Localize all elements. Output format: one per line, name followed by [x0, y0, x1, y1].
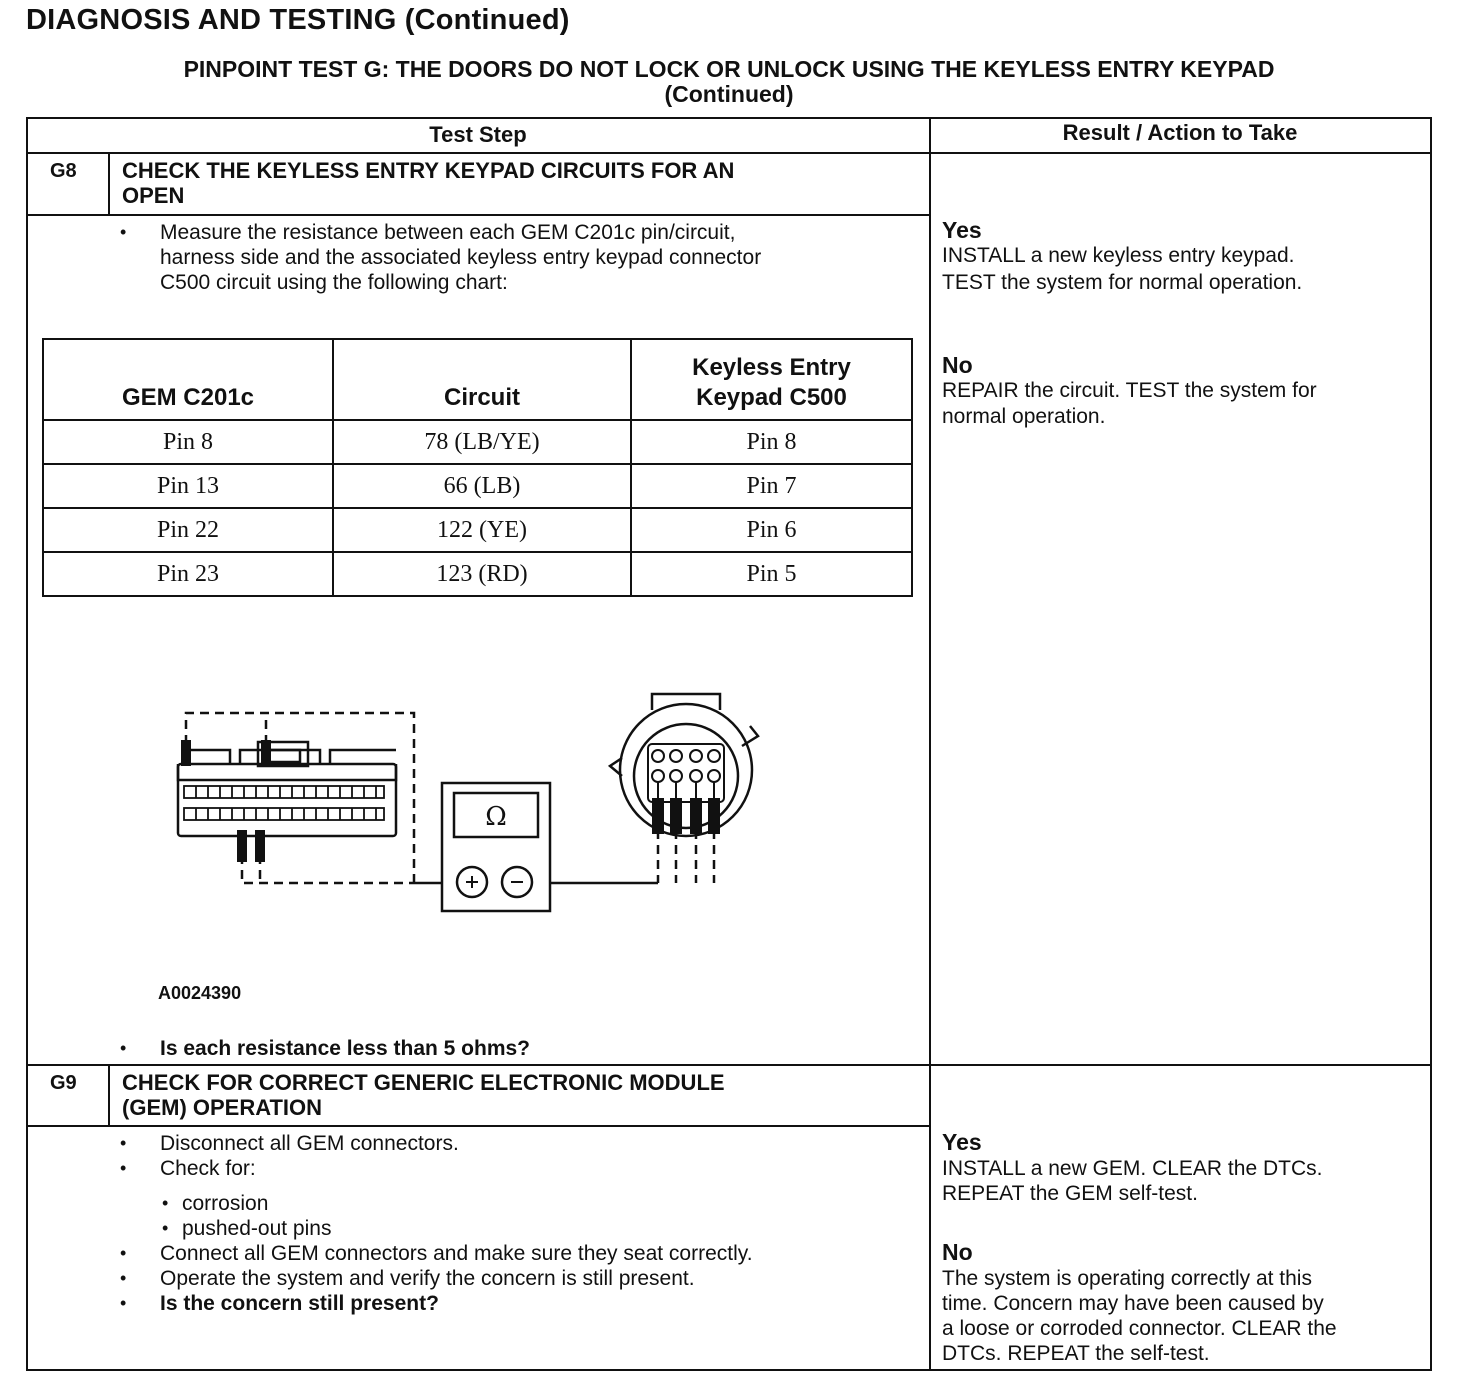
g8-title-line1: CHECK THE KEYLESS ENTRY KEYPAD CIRCUITS FOR AN	[122, 158, 735, 183]
bullet: •	[120, 1158, 127, 1178]
g9-title-line1: CHECK FOR CORRECT GENERIC ELECTRONIC MODULE	[122, 1070, 725, 1095]
bullet: •	[120, 1268, 127, 1288]
pinpoint-test-title-continued: (Continued)	[664, 81, 794, 107]
g9-sub2: pushed-out pins	[182, 1217, 332, 1240]
g9-title-line2: (GEM) OPERATION	[122, 1095, 323, 1120]
g8-no-line2: normal operation.	[942, 405, 1106, 428]
g8-step-id: G8	[50, 160, 77, 182]
section-title: DIAGNOSIS AND TESTING (Continued)	[26, 4, 570, 36]
table-row: Pin 13 66 (LB) Pin 7	[43, 464, 912, 508]
g9-title-divider	[28, 1125, 930, 1127]
g9-step3: Connect all GEM connectors and make sure they seat correctly.	[160, 1242, 753, 1265]
g9-no-line2: time. Concern may have been caused by	[942, 1292, 1324, 1315]
column-divider	[929, 119, 931, 1369]
bullet: •	[120, 1133, 127, 1153]
pin-chart-header-gem: GEM C201c	[43, 339, 333, 420]
bullet: •	[120, 1243, 127, 1263]
g9-no-line1: The system is operating correctly at this	[942, 1267, 1312, 1290]
g8-yes-line1: INSTALL a new keyless entry keypad.	[942, 244, 1295, 267]
g9-yes-line1: INSTALL a new GEM. CLEAR the DTCs.	[942, 1157, 1323, 1180]
bullet: •	[162, 1193, 169, 1213]
g8-no-label: No	[942, 352, 973, 378]
g8-g9-divider	[28, 1064, 1430, 1066]
g8-title-divider	[28, 214, 930, 216]
g9-question: Is the concern still present?	[160, 1292, 439, 1315]
wiring-diagram	[170, 680, 770, 920]
table-row: Pin 23 123 (RD) Pin 5	[43, 552, 912, 596]
g8-yes-line2: TEST the system for normal operation.	[942, 271, 1303, 294]
bullet: •	[120, 1293, 127, 1313]
pin-chart-header-circuit: Circuit	[333, 339, 631, 420]
pin-chart	[42, 338, 913, 597]
g9-step4: Operate the system and verify the concern is still present.	[160, 1267, 695, 1290]
g8-no-line1: REPAIR the circuit. TEST the system for	[942, 379, 1317, 402]
g9-no-line3: a loose or corroded connector. CLEAR the	[942, 1317, 1337, 1340]
g8-title-line2: OPEN	[122, 183, 185, 208]
test-step-header: Test Step	[429, 122, 527, 147]
g9-step1: Disconnect all GEM connectors.	[160, 1132, 459, 1155]
g8-instruction-line2: harness side and the associated keyless entry keypad connector	[160, 246, 762, 269]
header-divider	[28, 152, 1430, 154]
g8-instruction-line1: Measure the resistance between each GEM C201c pin/circuit,	[160, 221, 736, 244]
g9-no-line4: DTCs. REPEAT the self-test.	[942, 1342, 1210, 1365]
g9-step-id: G9	[50, 1072, 77, 1094]
g8-question: Is each resistance less than 5 ohms?	[160, 1037, 531, 1060]
g8-id-divider	[108, 153, 110, 214]
g9-step2: Check for:	[160, 1157, 256, 1180]
g9-yes-line2: REPEAT the GEM self-test.	[942, 1182, 1198, 1205]
figure-id: A0024390	[158, 983, 242, 1003]
table-row: Pin 22 122 (YE) Pin 6	[43, 508, 912, 552]
ohm-symbol: Ω	[485, 802, 507, 832]
bullet: •	[120, 1038, 127, 1058]
g8-yes-label: Yes	[942, 217, 982, 243]
table-row: Pin 8 78 (LB/YE) Pin 8	[43, 420, 912, 464]
g9-yes-label: Yes	[942, 1129, 982, 1155]
g9-id-divider	[108, 1065, 110, 1125]
bullet: •	[162, 1218, 169, 1238]
pin-chart-header-keypad: Keyless Entry Keypad C500	[631, 339, 912, 420]
g9-sub1: corrosion	[182, 1192, 269, 1215]
pinpoint-test-title: PINPOINT TEST G: THE DOORS DO NOT LOCK OR UNLOCK USING THE KEYLESS ENTRY KEYPAD	[183, 56, 1275, 82]
bullet: •	[120, 222, 127, 242]
g8-instruction-line3: C500 circuit using the following chart:	[160, 271, 508, 294]
result-header: Result / Action to Take	[1062, 120, 1298, 145]
g9-no-label: No	[942, 1239, 973, 1265]
